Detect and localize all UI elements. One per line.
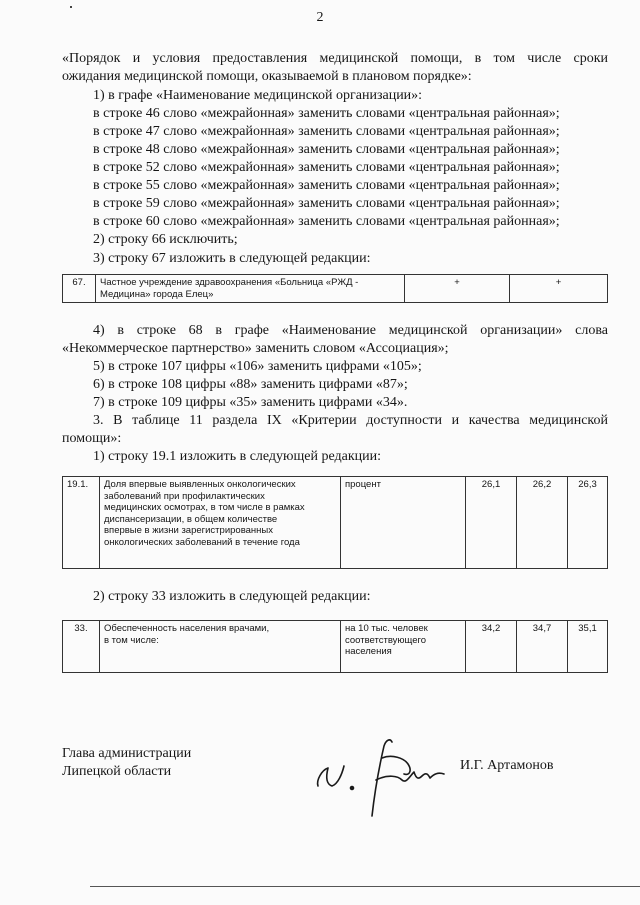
table-row-19-1: [62, 476, 608, 569]
replacement-line: в строке 48 слово «межрайонная» заменить словами «центральная районная»;: [93, 142, 560, 157]
intro-line-1: «Порядок и условия предоставления медицинской помощи, в том числе сроки: [62, 51, 608, 66]
sub-item-2: 2) строку 33 изложить в следующей редакции:: [93, 589, 371, 604]
signatory-name: И.Г. Артамонов: [460, 758, 554, 773]
table-row-33: [62, 620, 608, 673]
description-line: заболеваний при профилактических: [104, 490, 265, 502]
criterion-description: [100, 621, 341, 673]
unit-line: населения: [345, 646, 392, 657]
item-4-line-2: «Некоммерческое партнерство» заменить словом «Ассоциация»;: [62, 341, 449, 356]
handwritten-signature: [312, 728, 462, 828]
table-row: [63, 477, 608, 569]
value-cell: 34,7: [517, 621, 568, 673]
item-2: 2) строку 66 исключить;: [93, 232, 238, 247]
organization-name-line: Частное учреждение здравоохранения «Больница «РЖД -: [100, 277, 359, 288]
value-cell: 34,2: [466, 621, 517, 673]
table-row: [63, 621, 608, 673]
description-line: Обеспеченность населения врачами,: [104, 623, 270, 634]
mark-cell: +: [405, 275, 510, 303]
bottom-divider: [90, 886, 640, 887]
item-7: 7) в строке 109 цифры «35» заменить цифрами «34».: [93, 395, 408, 410]
signatory-title-line-1: Глава администрации: [62, 746, 192, 761]
unit-cell: [341, 621, 466, 673]
item-1-header: 1) в графе «Наименование медицинской организации»:: [93, 88, 423, 103]
description-line: онкологических заболеваний в течение года: [104, 536, 300, 548]
unit-cell: процент: [341, 477, 466, 569]
replacement-line: в строке 60 слово «межрайонная» заменить словами «центральная районная»;: [93, 214, 560, 229]
row-number: 19.1.: [63, 477, 100, 569]
criterion-description: [100, 477, 341, 569]
item-6: 6) в строке 108 цифры «88» заменить цифрами «87»;: [93, 377, 408, 392]
table-row-67: [62, 274, 608, 303]
replacement-line: в строке 59 слово «межрайонная» заменить словами «центральная районная»;: [93, 196, 560, 211]
description-line: впервые в жизни зарегистрированных: [104, 525, 273, 536]
value-cell: 26,2: [517, 477, 568, 569]
sub-item-1: 1) строку 19.1 изложить в следующей редакции:: [93, 449, 382, 464]
item-3: 3) строку 67 изложить в следующей редакции:: [93, 251, 371, 266]
row-number: 33.: [63, 621, 100, 673]
item-5: 5) в строке 107 цифры «106» заменить цифрами «105»;: [93, 359, 422, 374]
mark-cell: +: [510, 275, 608, 303]
replacement-line: в строке 55 слово «межрайонная» заменить словами «центральная районная»;: [93, 178, 560, 193]
description-line: медицинских осмотрах, в том числе в рамках: [104, 502, 305, 513]
unit-line: соответствующего: [345, 634, 427, 646]
item-4-line-1: 4) в строке 68 в графе «Наименование медицинской организации» слова: [93, 323, 608, 338]
signatory-title-line-2: Липецкой области: [62, 764, 172, 779]
section-3-line-1: 3. В таблице 11 раздела IX «Критерии доступности и качества медицинской: [93, 413, 608, 428]
value-cell: 26,1: [466, 477, 517, 569]
table-row: [63, 275, 608, 303]
organization-name: [96, 275, 405, 303]
description-line: в том числе:: [104, 634, 159, 646]
replacement-line: в строке 47 слово «межрайонная» заменить словами «центральная районная»;: [93, 124, 560, 139]
page-number: 2: [316, 10, 324, 25]
replacement-line: в строке 52 слово «межрайонная» заменить словами «центральная районная»;: [93, 160, 560, 175]
row-number: 67.: [63, 275, 96, 303]
value-cell: 26,3: [568, 477, 608, 569]
description-line: диспансеризации, в общем количестве: [104, 513, 278, 525]
scan-mark: [70, 6, 72, 8]
intro-line-2: ожидания медицинской помощи, оказываемой в плановом порядке»:: [62, 69, 472, 84]
organization-name-line: Медицина» города Елец»: [100, 288, 214, 300]
description-line: Доля впервые выявленных онкологических: [104, 479, 296, 490]
value-cell: 35,1: [568, 621, 608, 673]
unit-line: на 10 тыс. человек: [345, 623, 428, 634]
replacement-line: в строке 46 слово «межрайонная» заменить словами «центральная районная»;: [93, 106, 560, 121]
section-3-line-2: помощи»:: [62, 431, 122, 446]
